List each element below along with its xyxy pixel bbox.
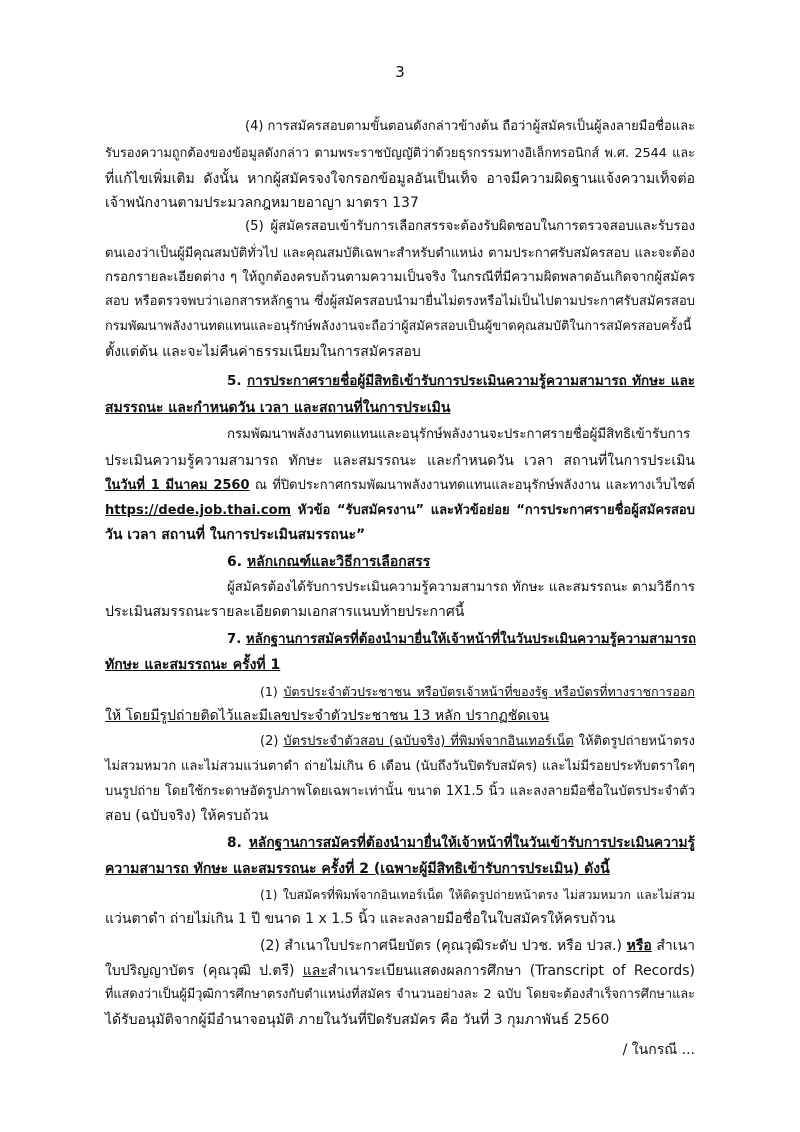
section-6-number: 6. [227, 554, 243, 570]
s5-line-4-rest: หัวข้อ “รับสมัครงาน” และหัวข้อย่อย “การประกาศรายชื่อผู้สมัครสอบ [291, 503, 695, 518]
s5-line-1: กรมพัฒนาพลังงานทดแทนและอนุรักษ์พลังงานจะประกาศรายชื่อผู้มีสิทธิเข้ารับการ [227, 427, 691, 442]
s8-item-2-line-4: ได้รับอนุมัติจากผู้มีอำนาจอนุมัติ ภายในวันที่ปิดรับสมัคร คือ วันที่ 3 กุมภาพันธ์ 2560 [105, 1012, 610, 1028]
s6-line-1: ผู้สมัครต้องได้รับการประเมินความรู้ความสามารถ ทักษะ และสมรรถนะ ตามวิธีการ [227, 580, 696, 595]
s8-item-2-or: หรือ [626, 938, 652, 954]
section-7-heading [105, 629, 695, 651]
s5-line-5: วัน เวลา สถานที่ ในการประเมินสมรรถนะ” [105, 527, 366, 543]
s8-item-2-b1: ใบปริญญาบัตร (คุณวุฒิ ป.ตรี) [105, 963, 303, 979]
s8-item-2-text-rest: สำเนา [651, 938, 696, 954]
s6-line-2: ประเมินสมรรถนะรายละเอียดตามเอกสารแนบท้ายประกาศนี้ [105, 604, 465, 620]
section-5-heading-line-2 [105, 397, 695, 419]
section-8-heading-line-2 [105, 858, 695, 880]
s5-line-2: ประเมินความรู้ความสามารถ ทักษะ และสมรรถนะ และกำหนดวัน เวลา สถานที่ในการประเมิน [105, 453, 695, 469]
section-6-heading [105, 551, 695, 573]
s8-item-2-and: และ [302, 963, 328, 979]
s8-item-2-line-1 [105, 935, 695, 957]
section-5-heading-text-1: การประกาศรายชื่อผู้มีสิทธิเข้ารับการประเมินความรู้ความสามารถ ทักษะ และ [246, 373, 696, 389]
p5-line-5: กรมพัฒนาพลังงานทดแทนและอนุรักษ์พลังงานจะถือว่าผู้สมัครสอบเป็นผู้ขาดคุณสมบัติในการสมัครสอบครั้งนี้ [105, 319, 692, 334]
continuation-note: / ในกรณี ... [622, 1042, 695, 1058]
s8-item-1-line-2: แว่นตาดำ ถ่ายไม่เกิน 1 ปี ขนาด 1 x 1.5 นิ้ว และลงลายมือชื่อในใบสมัครให้ครบถ้วน [105, 911, 616, 927]
p4-line-3: ที่แก้ไขเพิ่มเติม ดังนั้น หากผู้สมัครจงใจกรอกข้อมูลอันเป็นเท็จ อาจมีความผิดฐานแจ้งความเท็จต่อ [105, 171, 695, 187]
s7-item-2-underlined: บัตรประจำตัวสอบ (ฉบับจริง) ที่พิมพ์จากอินเทอร์เน็ต [283, 734, 574, 749]
section-8-heading [105, 832, 695, 854]
section-5-heading-text-2: สมรรถนะ และกำหนดวัน เวลา และสถานที่ในการประเมิน [105, 400, 451, 416]
s7-item-2-line-2: ไม่สวมหมวก และไม่สวมแว่นตาดำ ถ่ายไม่เกิน 6 เดือน (นับถึงวันปิดรับสมัคร) และไม่มีรอยประทับตราใดๆ [105, 759, 695, 774]
s7-item-1-text: บัตรประจำตัวประชาชน หรือบัตรเจ้าหน้าที่ของรัฐ หรือบัตรที่ทางราชการออก [283, 684, 695, 699]
section-7-number: 7. [227, 632, 242, 647]
s8-item-2-line-3: ที่แสดงว่าเป็นผู้มีวุฒิการศึกษาตรงกับตำแหน่งที่สมัคร จำนวนอย่างละ 2 ฉบับ โดยจะต้องสำเร็จการศึกษาและ [105, 987, 695, 1002]
s7-item-2-num: (2) [260, 734, 284, 749]
p5-line-3: กรอกรายละเอียดต่าง ๆ ให้ถูกต้องครบถ้วนตามความเป็นจริง ในกรณีที่มีความผิดพลาดอันเกิดจากผู้สมัคร [105, 270, 695, 285]
p5-line-2: ตนเองว่าเป็นผู้มีคุณสมบัติทั่วไป และคุณสมบัติเฉพาะสำหรับตำแหน่ง ตามประกาศรับสมัครสอบ และจะต้อง [105, 246, 695, 261]
s7-item-1-text-2: ให้ โดยมีรูปถ่ายติดไว้และมีเลขประจำตัวประชาชน 13 หลัก ปรากฏชัดเจน [105, 708, 549, 724]
s7-item-2-line-1 [105, 731, 695, 753]
p4-line-4: เจ้าพนักงานตามประมวลกฎหมายอาญา มาตรา 137 [105, 195, 419, 211]
section-5-heading [105, 370, 695, 392]
s7-item-1-line-2 [105, 705, 695, 727]
section-7-heading-line-2 [105, 654, 695, 676]
section-6-heading-text: หลักเกณฑ์และวิธีการเลือกสรร [246, 554, 431, 570]
s8-item-1-line-1: (1) ใบสมัครที่พิมพ์จากอินเทอร์เน็ต ให้ติดรูปถ่ายหน้าตรง ไม่สวมหมวก และไม่สวม [260, 888, 695, 902]
s8-item-2-b2: สำเนาระเบียนแสดงผลการศึกษา (Transcript of Records) [327, 963, 695, 979]
s7-item-2-line-3: บนรูปถ่าย โดยใช้กระดาษอัดรูปภาพโดยเฉพาะเท่านั้น ขนาด 1X1.5 นิ้ว และลงลายมือชื่อในบัตรประจำตัว [105, 784, 695, 799]
p5-line-1: (5) ผู้สมัครสอบเข้ารับการเลือกสรรจะต้องรับผิดชอบในการตรวจสอบและรับรอง [245, 219, 695, 234]
p4-line-2: รับรองความถูกต้องของข้อมูลดังกล่าว ตามพระราชบัญญัติว่าด้วยธุรกรรมทางอิเล็กทรอนิกส์ พ.ศ. 2544 และ [105, 146, 695, 161]
s8-item-2-text: (2) สำเนาใบประกาศนียบัตร (คุณวุฒิระดับ ปวช. หรือ ปวส.) [260, 938, 627, 954]
section-8-heading-text-1: หลักฐานการสมัครที่ต้องนำมายื่นให้เจ้าหน้าที่ในวันเข้ารับการประเมินความรู้ [248, 835, 695, 851]
section-8-number: 8. [227, 835, 242, 851]
s5-line-3-rest: ณ ที่ปิดประกาศกรมพัฒนาพลังงานทดแทนและอนุรักษ์พลังงาน และทางเว็บไซต์ [249, 478, 695, 493]
announcement-date: ในวันที่ 1 มีนาคม 2560 [105, 478, 250, 493]
p5-line-6: ตั้งแต่ต้น และจะไม่คืนค่าธรรมเนียมในการสมัครสอบ [105, 344, 421, 360]
s7-item-1-num: (1) [260, 684, 284, 699]
p4-line-1: (4) การสมัครสอบตามขั้นตอนดังกล่าวข้างต้น ถือว่าผู้สมัครเป็นผู้ลงลายมือชื่อและ [245, 119, 696, 134]
section-7-heading-text-2: ทักษะ และสมรรถนะ ครั้งที่ 1 [105, 657, 281, 673]
website-link[interactable]: https://dede.job.thai.com [105, 503, 292, 518]
page-number: 3 [395, 63, 405, 81]
s7-item-2-line-4: สอบ (ฉบับจริง) ให้ครบถ้วน [105, 808, 269, 824]
s5-line-3 [105, 475, 695, 497]
section-5-number: 5. [227, 373, 242, 389]
section-8-heading-text-2: ความสามารถ ทักษะ และสมรรถนะ ครั้งที่ 2 (เฉพาะผู้มีสิทธิเข้ารับการประเมิน) ดังนี้ [105, 861, 610, 877]
s7-item-2-rest: ให้ติดรูปถ่ายหน้าตรง [573, 734, 695, 749]
s7-item-1-line-1 [105, 681, 695, 703]
s8-item-2-line-2 [105, 960, 695, 982]
section-7-heading-text-1: หลักฐานการสมัครที่ต้องนำมายื่นให้เจ้าหน้าที่ในวันประเมินความรู้ความสามารถ [245, 632, 697, 647]
p5-line-4: สอบ หรือตรวจพบว่าเอกสารหลักฐาน ซึ่งผู้สมัครสอบนำมายื่นไม่ตรงหรือไม่เป็นไปตามประกาศรับสมัครสอบ [105, 294, 695, 309]
s5-line-4 [105, 500, 695, 522]
